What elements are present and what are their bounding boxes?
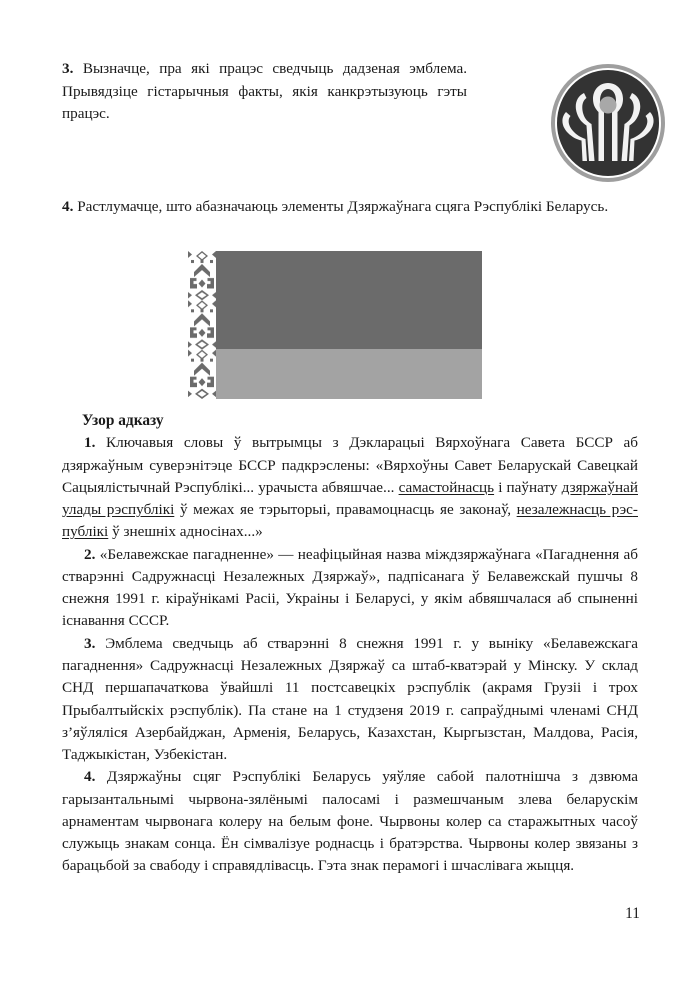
answer-item-number: 1. — [84, 434, 96, 452]
answer-item — [62, 766, 638, 877]
exercise-3-body: Вызначце, пра які працэс сведчыць дадзеная эмблема. Прывядзіце гістарычныя факты, якія канкрэтызуюць гэты працэс. — [62, 60, 468, 122]
answer-text: «Белавежскае пагадненне» — неафіцыйная назва міждзяржаўнага «Пагаднення аб стварэнні Садружнасці Незалежных Дзяржаў», падпісанага ў Белавежскай пушчы 8 снежня 1991 г. кіраўнікамі Расіі, Украіны і Беларусі, у якім абвяшчалася аб спыненні існавання СССР. — [62, 545, 639, 630]
belarus-flag — [188, 251, 482, 399]
answer-item — [62, 633, 638, 767]
answer-underlined-text: дзяржаўнай улады рэспублікі — [62, 478, 638, 519]
answer-list — [62, 432, 638, 877]
page-number: 11 — [625, 905, 640, 922]
answer-text: Эмблема сведчыць аб стварэнні 8 снежня 1991 г. у выніку «Белавежскага пагаднення» Садружнасці Незалежных Дзяржаў са штаб-кватэрай у Мінску. У склад СНД першапачаткова ўвайшлі 11 постсавецкіх рэспублік (акрамя Грузіі і трох Прыбалтыйскіх рэспублік). Па стане на 1 студзеня 2019 г. сапраўднымі членамі СНД з’яўляліся Азербайджан, Арменія, Беларусь, Казахстан, Кыргызстан, Малдова, Расія, Таджыкістан, Узбекістан. — [62, 634, 639, 764]
answer-text: Ключавыя словы ў вытрымцы з Дэкларацыі Вярхоўнага Савета БССР аб дзяржаўным суверэнітэце БССР падкрэслены: «Вярхоўны Савет Беларускай Савецкай Сацыялістычнай Рэспублікі... урачыста абвяшчае... — [62, 434, 638, 496]
answer-sample-section — [62, 410, 638, 878]
answer-underlined-text: незалежнасць рэспублікі — [62, 501, 638, 541]
exercise-3-text — [62, 58, 467, 126]
cis-emblem — [549, 64, 667, 182]
answer-underlined-text: самастойнасць — [398, 478, 495, 496]
exercise-4-number: 4. — [62, 198, 74, 215]
answer-item-number: 3. — [84, 634, 96, 652]
exercise-3-block — [62, 58, 638, 126]
answer-item-number: 4. — [84, 768, 96, 786]
answer-item — [62, 544, 638, 633]
answer-text: ў межах яе тэрыторыі, правамоцнасць яе законаў, — [174, 501, 517, 519]
answer-item — [62, 432, 638, 543]
exercise-3-number: 3. — [62, 60, 74, 77]
answer-sample-heading: Узор адказу — [82, 412, 164, 429]
answer-text: Дзяржаўны сцяг Рэспублікі Беларусь уяўляе сабой палотнішча з дзвюма гарызантальнымі чырвона-зялёнымі палосамі і размешчаным злева беларускім арнаментам чырвонага колеру на белым фоне. Чырвоны колер са старажытных часоў служыць знакам сонца. Ён сімвалізуе роднасць і братэрства. Чырвоны колер звязаны з барацьбой за свабоду і справядлівасць. Гэта знак перамогі і шчаслівага жыцця. — [62, 768, 639, 875]
answer-text: ў знешніх адносінах...» — [108, 523, 263, 541]
exercise-4-text — [62, 196, 638, 219]
answer-text: і паўнату — [494, 478, 562, 496]
exercise-4-body: Растлумачце, што абазначаюць элементы Дзяржаўнага сцяга Рэспублікі Беларусь. — [77, 198, 609, 215]
answer-item-number: 2. — [84, 545, 96, 563]
